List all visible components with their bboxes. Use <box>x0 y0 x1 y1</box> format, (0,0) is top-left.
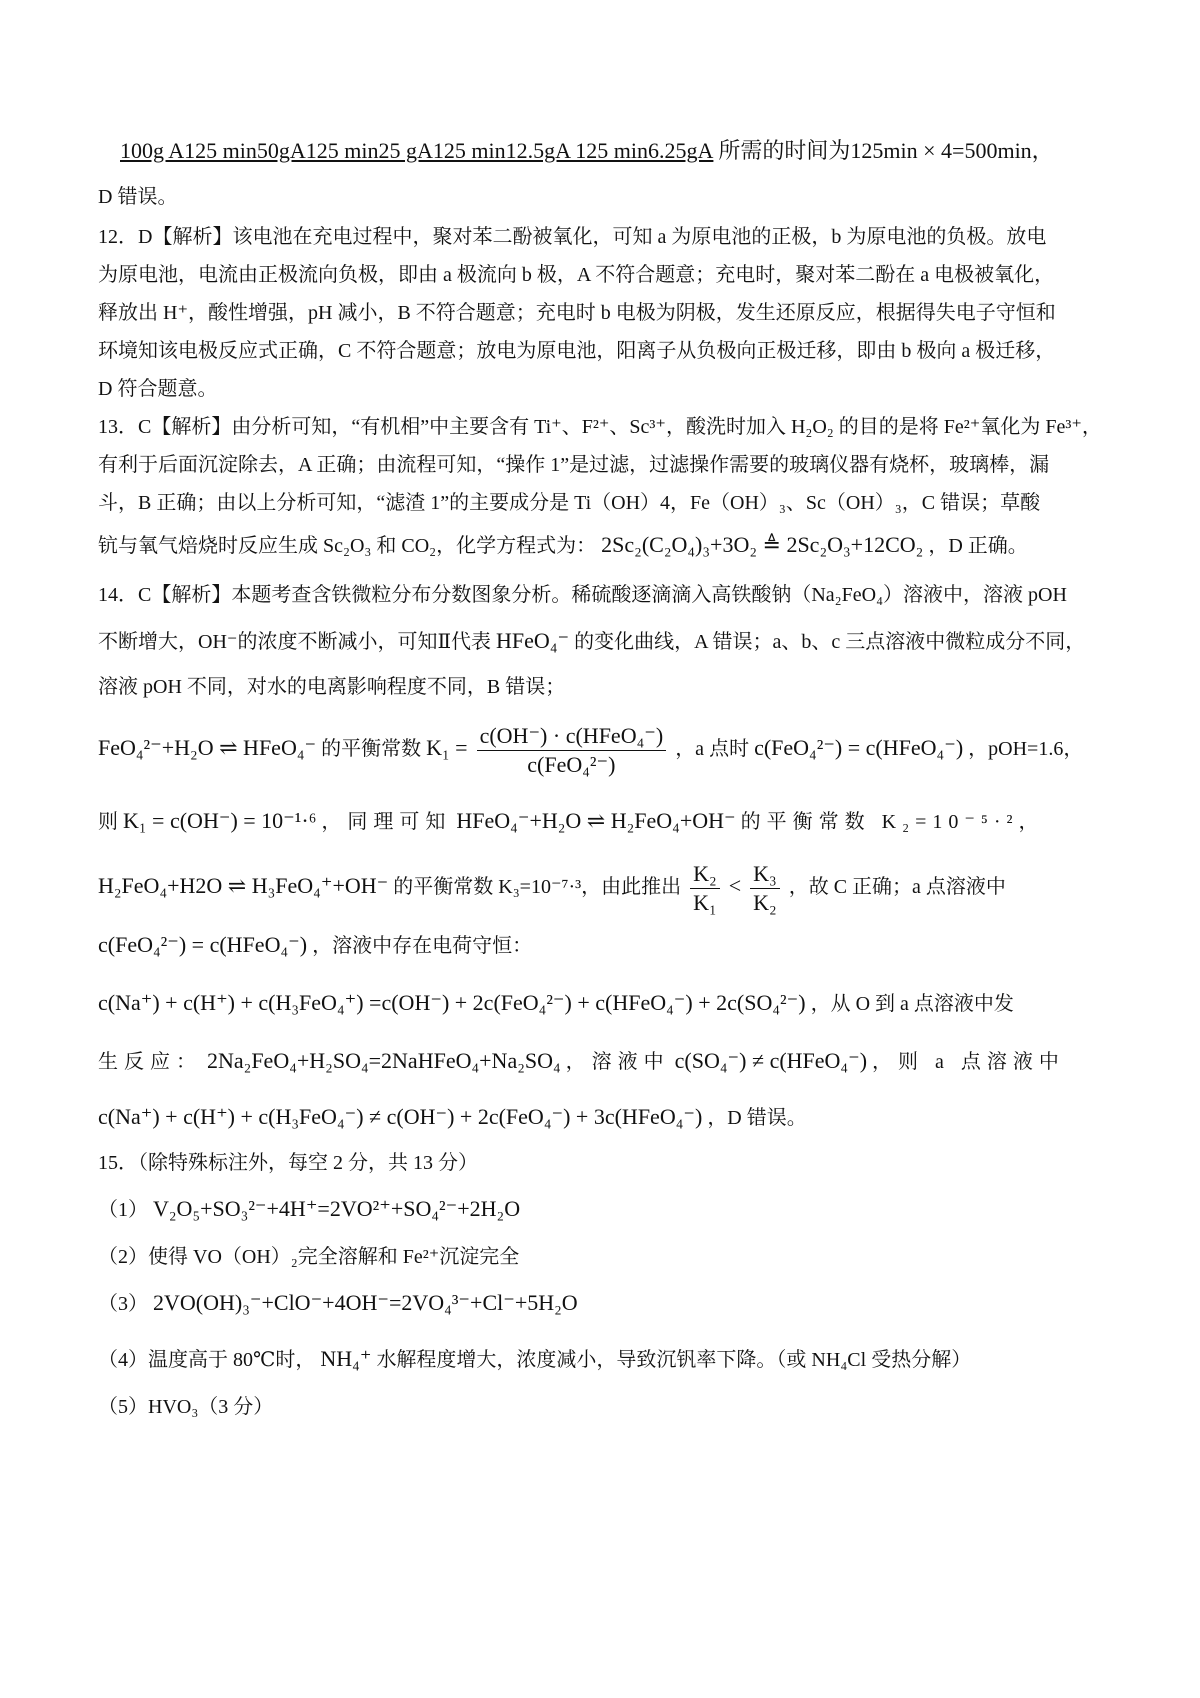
q14-text: ，pOH=1.6， <box>968 738 1084 761</box>
q14-line-6 <box>98 860 1006 917</box>
q12-line-4: 环境知该电极反应式正确，C 不符合题意；放电为原电池，阳离子从负极向正极迁移，即由 b 极向 a 极迁移， <box>98 340 1056 362</box>
equilibrium-equation: FeO₄²⁻+H₂O ⇌ HFeO₄⁻ <box>98 735 317 761</box>
q14-text: ，同理可知 <box>321 811 452 833</box>
decay-line <box>120 138 1054 165</box>
text-line: D 错误。 <box>98 186 178 208</box>
fraction-denominator: c(FeO₄²⁻) <box>527 752 616 777</box>
fraction-numerator: c(OH⁻) · c(HFeO₄⁻) <box>477 722 667 751</box>
q14-text: ，a 点时 <box>675 738 750 761</box>
concentration-equality: c(FeO₄²⁻) = c(HFeO₄⁻) <box>98 932 308 957</box>
q14-text: 则 <box>98 811 118 833</box>
q14-text: 生反应： <box>98 1051 202 1073</box>
q14-text: ，D 错误。 <box>707 1107 807 1129</box>
concentration-inequality: c(SO₄⁻) ≠ c(HFeO₄⁻) <box>674 1048 868 1073</box>
q13-line-3: 斗，B 正确；由以上分析可知，“滤渣 1”的主要成分是 Ti（OH）4，Fe（OH）₃、Sc（OH）₃，C 错误；草酸 <box>98 492 1041 514</box>
q15-header: 15．（除特殊标注外，每空 2 分，共 13 分） <box>98 1152 478 1174</box>
equilibrium-equation-2: HFeO₄⁻+H₂O ⇌ H₂FeO₄+OH⁻ <box>456 808 736 833</box>
ammonium-formula: NH₄⁺ <box>320 1346 372 1371</box>
fraction-numerator: K₂ <box>690 860 720 889</box>
reaction-equation: 2Na₂FeO₄+H₂SO₄=2NaHFeO₄+Na₂SO₄ <box>207 1048 561 1073</box>
q14-text: 的变化曲线，A 错误；a、b、c 三点溶液中微粒成分不同， <box>574 631 1086 653</box>
q15-item-4 <box>98 1346 971 1373</box>
k1-value: K₁ = c(OH⁻) = 10⁻¹·⁶ <box>123 808 317 833</box>
q15-item-5: （5）HVO₃（3 分） <box>98 1396 274 1418</box>
q13-text: 钪与氧气焙烧时反应生成 Sc₂O₃ 和 CO₂，化学方程式为： <box>98 535 597 557</box>
q12-line-1: 12．D【解析】该电池在充电过程中，聚对苯二酚被氧化，可知 a 为原电池的正极，b 为原电池的负极。放电 <box>98 226 1047 248</box>
fraction-numerator: K₃ <box>750 860 780 889</box>
q14-line-7 <box>98 932 532 959</box>
k1-symbol: K₁ = <box>426 735 468 761</box>
item-number: （1） <box>98 1199 148 1221</box>
fraction-denominator: K₁ <box>693 890 717 915</box>
q13-tail: ，D 正确。 <box>928 535 1028 557</box>
q14-text: ，溶液中 <box>565 1051 670 1073</box>
answer-equation-1: V₂O₅+SO₃²⁻+4H⁺=2VO²⁺+SO₄²⁻+2H₂O <box>153 1196 521 1221</box>
concentration-equality: c(FeO₄²⁻) = c(HFeO₄⁻) <box>754 735 964 761</box>
q15-item-3 <box>98 1290 578 1317</box>
fraction-denominator: K₂ <box>753 890 777 915</box>
q15-item-1 <box>98 1196 520 1223</box>
q14-formula: HFeO₄⁻ <box>496 628 570 653</box>
q14-text: ，故 C 正确；a 点溶液中 <box>788 876 1006 899</box>
q12-line-3: 释放出 H⁺，酸性增强，pH 减小，B 不符合题意；充电时 b 电极为阴极，发生还原反应，根据得失电子守恒和 <box>98 302 1056 324</box>
q14-line-4 <box>98 722 1083 779</box>
equilibrium-equation-3: H₂FeO₄+H2O ⇌ H₃FeO₄⁺+OH⁻ <box>98 873 389 899</box>
charge-inequality: c(Na⁺) + c(H⁺) + c(H₃FeO₄⁻) ≠ c(OH⁻) + 2c(FeO₄⁻) + 3c(HFeO₄⁻) <box>98 1104 703 1129</box>
q12-line-2: 为原电池，电流由正极流向负极，即由 a 极流向 b 极，A 不符合题意；充电时，聚对苯二酚在 a 电极被氧化， <box>98 264 1055 286</box>
q14-text: 的平衡常数 K₃=10⁻⁷·³，由此推出 <box>393 876 682 899</box>
q14-text: 不断增大，OH⁻的浓度不断减小，可知Ⅱ代表 <box>98 631 492 653</box>
q13-equation: 2Sc₂(C₂O₄)₃+3O₂ ≜ 2Sc₂O₃+12CO₂ <box>601 532 924 557</box>
q14-line-9 <box>98 1048 1065 1075</box>
q14-text: 的平衡常数 K₂=10⁻⁵·²， <box>740 811 1045 833</box>
q15-text: （4）温度高于 80℃时， <box>98 1349 316 1371</box>
decay-equation: 100g A125 min50gA125 min25 gA125 min12.5gA 125 min6.25gA <box>120 138 714 163</box>
q14-line-1: 14．C【解析】本题考查含铁微粒分布分数图象分析。稀硫酸逐滴滴入高铁酸钠（Na₂FeO₄）溶液中，溶液 pOH <box>98 584 1067 606</box>
q12-line-5: D 符合题意。 <box>98 378 218 400</box>
charge-balance-equation: c(Na⁺) + c(H⁺) + c(H₃FeO₄⁺) =c(OH⁻) + 2c(FeO₄²⁻) + c(HFeO₄⁻) + 2c(SO₄²⁻) <box>98 990 806 1015</box>
q15-item-2: （2）使得 VO（OH）₂完全溶解和 Fe²⁺沉淀完全 <box>98 1246 520 1268</box>
q14-text: 的平衡常数 <box>321 738 422 761</box>
q13-line-2: 有利于后面沉淀除去，A 正确；由流程可知，“操作 1”是过滤，过滤操作需要的玻璃仪器有烧杯，玻璃棒，漏 <box>98 454 1050 476</box>
q14-line-3: 溶液 pOH 不同，对水的电离影响程度不同，B 错误； <box>98 676 566 698</box>
q14-text: ，溶液中存在电荷守恒： <box>312 935 533 957</box>
q14-line-5 <box>98 808 1045 835</box>
answer-equation-3: 2VO(OH)₃⁻+ClO⁻+4OH⁻=2VO₄³⁻+Cl⁻+5H₂O <box>153 1290 578 1315</box>
k-ratio-right <box>750 860 780 917</box>
decay-time: 所需的时间为125min × 4=500min， <box>718 138 1054 163</box>
k-ratio-left <box>690 860 720 917</box>
q14-line-2 <box>98 628 1085 655</box>
q15-text: 水解程度增大，浓度减小，导致沉钒率下降。（或 NH₄Cl 受热分解） <box>376 1349 972 1371</box>
k1-fraction <box>477 722 667 779</box>
q14-text: ，则 a 点溶液中 <box>872 1051 1065 1073</box>
q14-text: ，从 O 到 a 点溶液中发 <box>810 993 1014 1015</box>
q14-line-10 <box>98 1104 807 1131</box>
less-than-sign: < <box>728 873 742 899</box>
q13-line-4 <box>98 532 1028 559</box>
item-number: （3） <box>98 1293 148 1315</box>
q13-line-1: 13．C【解析】由分析可知，“有机相”中主要含有 Ti⁺、F²⁺、Sc³⁺，酸洗时加入 H₂O₂ 的目的是将 Fe²⁺氧化为 Fe³⁺， <box>98 416 1102 438</box>
q14-line-8 <box>98 990 1014 1017</box>
